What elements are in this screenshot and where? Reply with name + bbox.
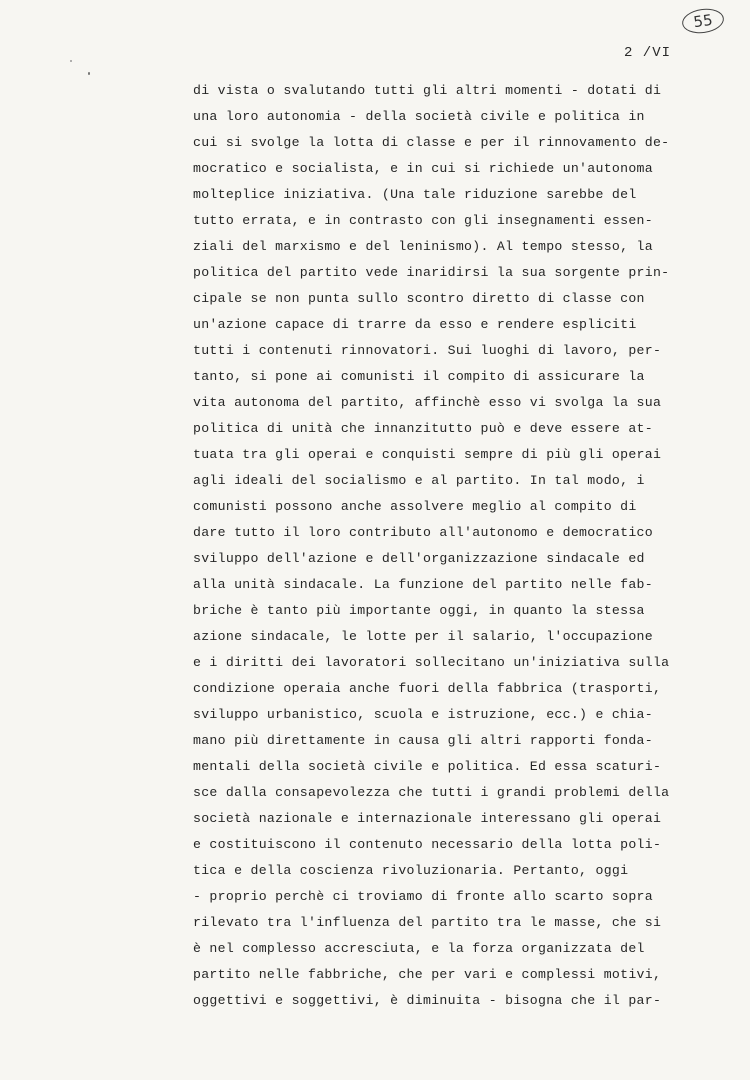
text-line: dare tutto il loro contributo all'autonomo e democratico bbox=[193, 525, 653, 540]
text-line: mentali della società civile e politica. Ed essa scaturi- bbox=[193, 759, 662, 774]
text-line: di vista o svalutando tutti gli altri momenti - dotati di bbox=[193, 83, 662, 98]
text-line: tuata tra gli operai e conquisti sempre di più gli operai bbox=[193, 447, 662, 462]
text-line: un'azione capace di trarre da esso e rendere espliciti bbox=[193, 317, 637, 332]
paper-speck bbox=[70, 60, 72, 62]
text-line: tutto errata, e in contrasto con gli insegnamenti essen- bbox=[193, 213, 653, 228]
text-line: tica e della coscienza rivoluzionaria. Pertanto, oggi bbox=[193, 863, 629, 878]
text-line: mocratico e socialista, e in cui si richiede un'autonoma bbox=[193, 161, 653, 176]
text-line: rilevato tra l'influenza del partito tra le masse, che si bbox=[193, 915, 662, 930]
text-line: briche è tanto più importante oggi, in quanto la stessa bbox=[193, 603, 645, 618]
text-line: tutti i contenuti rinnovatori. Sui luoghi di lavoro, per- bbox=[193, 343, 662, 358]
text-line: partito nelle fabbriche, che per vari e complessi motivi, bbox=[193, 967, 662, 982]
text-line: oggettivi e soggettivi, è diminuita - bisogna che il par- bbox=[193, 993, 662, 1008]
archive-page-stamp: 55 bbox=[681, 6, 726, 36]
text-line: una loro autonomia - della società civile e politica in bbox=[193, 109, 645, 124]
text-line: vita autonoma del partito, affinchè esso vi svolga la sua bbox=[193, 395, 662, 410]
text-line: cipale se non punta sullo scontro diretto di classe con bbox=[193, 291, 645, 306]
text-line: è nel complesso accresciuta, e la forza organizzata del bbox=[193, 941, 645, 956]
text-line: cui si svolge la lotta di classe e per il rinnovamento de- bbox=[193, 135, 670, 150]
text-line: comunisti possono anche assolvere meglio al compito di bbox=[193, 499, 637, 514]
text-line: politica di unità che innanzitutto può e deve essere at- bbox=[193, 421, 653, 436]
text-line: politica del partito vede inaridirsi la sua sorgente prin- bbox=[193, 265, 670, 280]
text-line: sviluppo dell'azione e dell'organizzazione sindacale ed bbox=[193, 551, 645, 566]
text-line: e i diritti dei lavoratori sollecitano un'iniziativa sulla bbox=[193, 655, 670, 670]
text-line: condizione operaia anche fuori della fabbrica (trasporti, bbox=[193, 681, 662, 696]
text-line: e costituiscono il contenuto necessario della lotta poli- bbox=[193, 837, 662, 852]
text-line: sce dalla consapevolezza che tutti i grandi problemi della bbox=[193, 785, 670, 800]
typed-body-text bbox=[193, 78, 723, 1014]
text-line: mano più direttamente in causa gli altri rapporti fonda- bbox=[193, 733, 653, 748]
text-line: società nazionale e internazionale interessano gli operai bbox=[193, 811, 662, 826]
text-line: - proprio perchè ci troviamo di fronte allo scarto sopra bbox=[193, 889, 653, 904]
text-line: azione sindacale, le lotte per il salario, l'occupazione bbox=[193, 629, 653, 644]
text-line: ziali del marxismo e del leninismo). Al tempo stesso, la bbox=[193, 239, 653, 254]
text-line: sviluppo urbanistico, scuola e istruzione, ecc.) e chia- bbox=[193, 707, 653, 722]
text-line: agli ideali del socialismo e al partito. In tal modo, i bbox=[193, 473, 645, 488]
text-line: molteplice iniziativa. (Una tale riduzione sarebbe del bbox=[193, 187, 637, 202]
text-line: alla unità sindacale. La funzione del partito nelle fab- bbox=[193, 577, 653, 592]
paper-speck bbox=[88, 72, 90, 75]
text-line: tanto, si pone ai comunisti il compito di assicurare la bbox=[193, 369, 645, 384]
page-number: 2 /VI bbox=[624, 45, 672, 61]
